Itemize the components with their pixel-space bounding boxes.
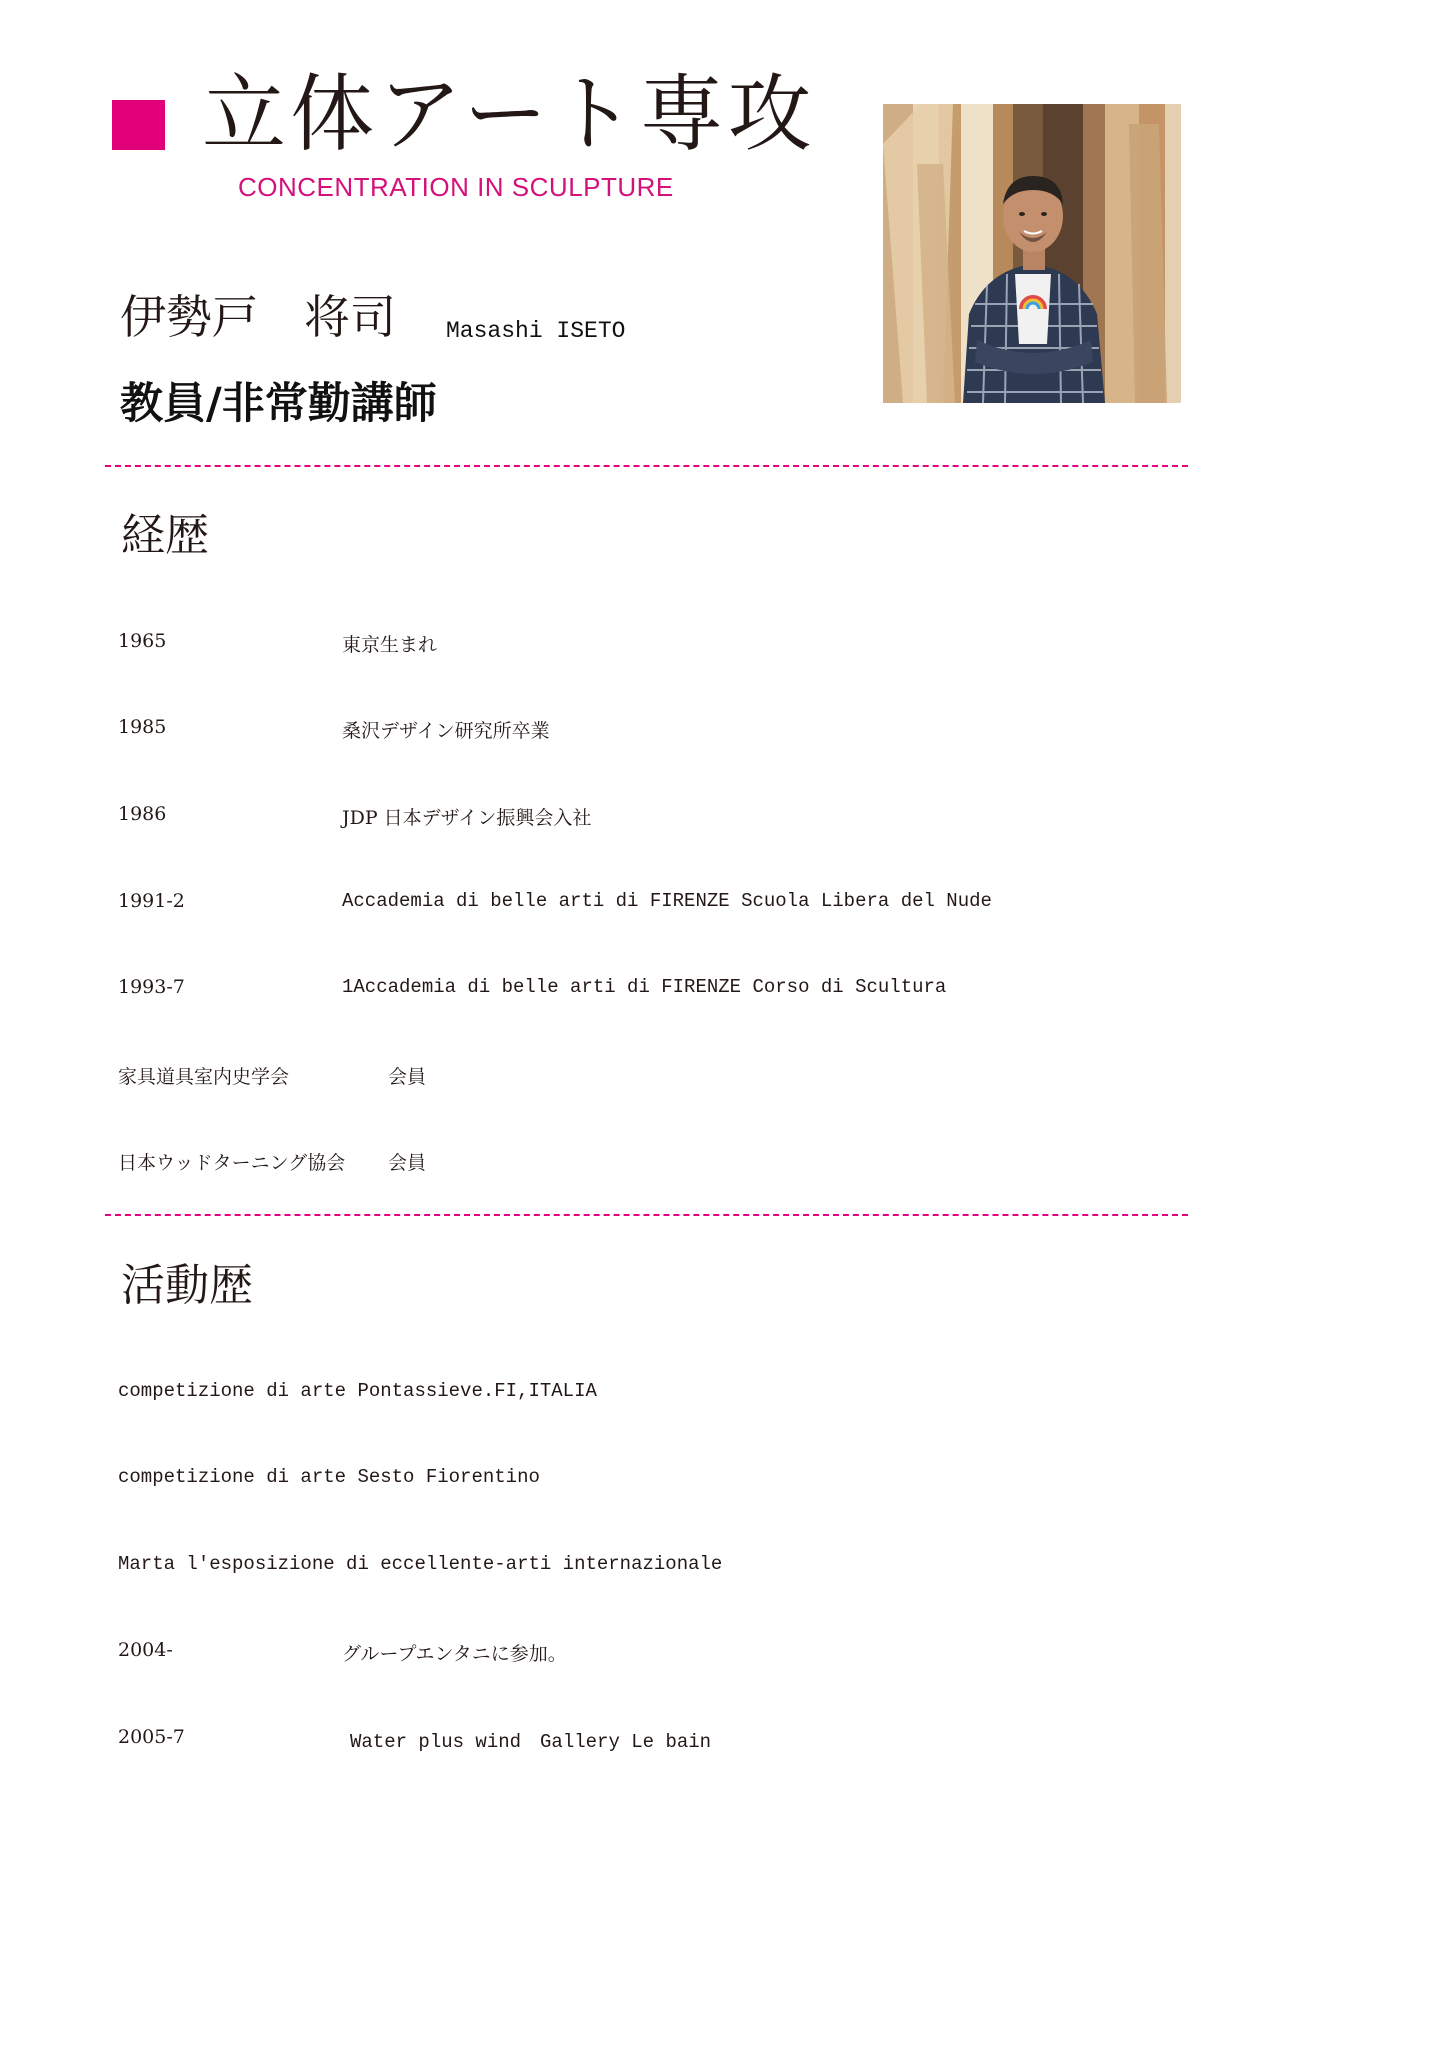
teacher-role: 教員/非常勤講師 bbox=[120, 379, 437, 429]
career-year: 1991-2 bbox=[118, 890, 185, 912]
membership-status: 会員 bbox=[388, 1152, 427, 1174]
activity-text: Marta l'esposizione di eccellente-arti internazionale bbox=[118, 1553, 723, 1575]
career-detail: 東京生まれ bbox=[342, 634, 438, 656]
activities-heading: 活動歴 bbox=[121, 1260, 253, 1311]
activity-detail: Water plus wind Gallery Le bain bbox=[350, 1731, 712, 1753]
career-year: 1985 bbox=[118, 716, 167, 738]
department-title: 立体アート専攻 bbox=[202, 65, 816, 163]
career-year: 1965 bbox=[118, 630, 167, 652]
career-detail: JDP 日本デザイン振興会入社 bbox=[342, 807, 592, 829]
activity-text: competizione di arte Sesto Fiorentino bbox=[118, 1466, 540, 1488]
section-divider bbox=[105, 465, 1188, 467]
career-year: 1993-7 bbox=[118, 976, 185, 998]
department-subtitle: CONCENTRATION IN SCULPTURE bbox=[238, 172, 674, 202]
membership-status: 会員 bbox=[388, 1066, 427, 1088]
section-divider bbox=[105, 1214, 1188, 1216]
career-detail: Accademia di belle arti di FIRENZE Scuola Libera del Nude bbox=[342, 890, 992, 912]
activity-text: competizione di arte Pontassieve.FI,ITALIA bbox=[118, 1380, 597, 1402]
profile-photo bbox=[883, 104, 1181, 403]
teacher-name-japanese: 伊勢戸 将司 bbox=[120, 290, 396, 344]
career-detail: 桑沢デザイン研究所卒業 bbox=[342, 720, 550, 742]
membership-organization: 家具道具室内史学会 bbox=[118, 1066, 290, 1088]
career-detail: 1Accademia di belle arti di FIRENZE Corso di Scultura bbox=[342, 976, 947, 998]
membership-organization: 日本ウッドターニング協会 bbox=[118, 1152, 346, 1174]
activity-year: 2005-7 bbox=[118, 1726, 185, 1748]
activity-year: 2004- bbox=[118, 1639, 173, 1661]
teacher-name-english: Masashi ISETO bbox=[446, 318, 626, 344]
career-year: 1986 bbox=[118, 803, 167, 825]
accent-square bbox=[112, 100, 165, 150]
activity-detail: グループエンタニに参加。 bbox=[342, 1643, 567, 1665]
career-heading: 経歴 bbox=[121, 510, 209, 561]
